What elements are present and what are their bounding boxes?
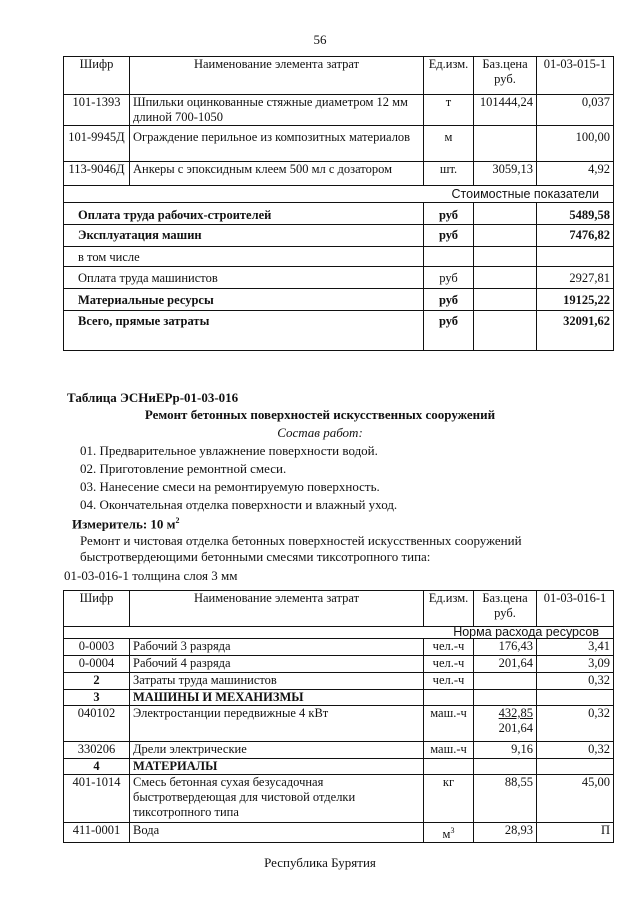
norm-label: Норма расхода ресурсов <box>64 627 614 639</box>
page-number: 56 <box>313 32 327 47</box>
row-unit: т <box>424 95 474 126</box>
summary-label: Всего, прямые затраты <box>64 311 424 351</box>
table-row <box>64 823 614 843</box>
work-item: 01. Предварительное увлажнение поверхности водой. <box>80 443 378 458</box>
summary-value: 7476,82 <box>537 225 614 247</box>
row-code: 401-1014 <box>64 775 130 823</box>
row-qty: 4,92 <box>537 162 614 186</box>
header-unit: Ед.изм. <box>424 57 474 95</box>
row-code: 0-0004 <box>64 656 130 673</box>
row-unit: чел.-ч <box>424 673 474 690</box>
summary-label: Материальные ресурсы <box>64 289 424 311</box>
row-name: Электростанции передвижные 4 кВт <box>130 706 424 742</box>
summary-row <box>64 247 614 267</box>
summary-row <box>64 311 614 351</box>
table-row <box>64 639 614 656</box>
summary-unit: руб <box>424 311 474 351</box>
table-row <box>64 706 614 742</box>
header-code: Шифр <box>64 591 130 627</box>
section-num: 4 <box>64 759 130 775</box>
row-code: 0-0003 <box>64 639 130 656</box>
table-row <box>64 162 614 186</box>
section-description: Ремонт и чистовая отделка бетонных поверхностей искусственных сооружений быстротвердеющими бетонными смесями тиксотропного типа: <box>80 533 522 564</box>
table-title: Таблица ЭСНиЕРр-01-03-016 <box>67 390 239 405</box>
row-unit: чел.-ч <box>424 639 474 656</box>
summary-label: Оплата труда машинистов <box>64 267 424 289</box>
row-name: Дрели электрические <box>130 742 424 759</box>
table-row <box>64 775 614 823</box>
table-row <box>64 742 614 759</box>
work-item: 02. Приготовление ремонтной смеси. <box>80 461 287 476</box>
summary-row <box>64 225 614 247</box>
row-price <box>474 673 537 690</box>
summary-value: 32091,62 <box>537 311 614 351</box>
row-qty: 0,037 <box>537 95 614 126</box>
row-qty: 100,00 <box>537 126 614 162</box>
measure-label: Измеритель: 10 м <box>72 516 176 532</box>
header-code: Шифр <box>64 57 130 95</box>
header-price: Баз.цена руб. <box>474 591 537 627</box>
table-row <box>64 95 614 126</box>
row-name: Вода <box>130 823 424 843</box>
row-name: Рабочий 3 разряда <box>130 639 424 656</box>
summary-value: 5489,58 <box>537 203 614 225</box>
section-row <box>64 690 614 706</box>
unit-text: м <box>442 827 451 842</box>
section-title: МАТЕРИАЛЫ <box>130 759 424 775</box>
header-unit: Ед.изм. <box>424 591 474 627</box>
summary-label: в том числе <box>64 247 424 267</box>
header-price: Баз.цена руб. <box>474 57 537 95</box>
work-item: 03. Нанесение смеси на ремонтируемую поверхность. <box>80 479 380 494</box>
section-title: МАШИНЫ И МЕХАНИЗМЫ <box>130 690 424 706</box>
rate-code-line: 01-03-016-1 толщина слоя 3 мм <box>64 568 238 583</box>
header-col-code: 01-03-016-1 <box>537 591 614 627</box>
row-unit: чел.-ч <box>424 656 474 673</box>
row-name: Анкеры с эпоксидным клеем 500 мл с дозатором <box>130 162 424 186</box>
summary-row <box>64 203 614 225</box>
header-name: Наименование элемента затрат <box>130 591 424 627</box>
header-col-code: 01-03-015-1 <box>537 57 614 95</box>
row-price <box>474 706 537 742</box>
row-name: Шпильки оцинкованные стяжные диаметром 12 мм длиной 700-1050 <box>130 95 424 126</box>
row-name: Затраты труда машинистов <box>130 673 424 690</box>
row-name: Рабочий 4 разряда <box>130 656 424 673</box>
summary-unit: руб <box>424 225 474 247</box>
table-row <box>64 126 614 162</box>
summary-unit: руб <box>424 267 474 289</box>
header-name: Наименование элемента затрат <box>130 57 424 95</box>
summary-value: 19125,22 <box>537 289 614 311</box>
price-line-2: 201,64 <box>498 721 533 735</box>
row-qty: 0,32 <box>537 673 614 690</box>
row-qty: 3,09 <box>537 656 614 673</box>
resource-table-2 <box>63 590 614 843</box>
table-row <box>64 656 614 673</box>
row-unit: маш.-ч <box>424 742 474 759</box>
row-price: 3059,13 <box>474 162 537 186</box>
table-row <box>64 673 614 690</box>
measure-sup: 2 <box>175 516 180 525</box>
row-price: 28,93 <box>474 823 537 843</box>
row-code: 2 <box>64 673 130 690</box>
row-price: 101444,24 <box>474 95 537 126</box>
row-price: 88,55 <box>474 775 537 823</box>
row-price: 9,16 <box>474 742 537 759</box>
summary-unit: руб <box>424 203 474 225</box>
cost-table-1 <box>63 56 614 351</box>
section-subtitle: Ремонт бетонных поверхностей искусственных сооружений <box>144 407 496 422</box>
summary-row <box>64 267 614 289</box>
row-unit: кг <box>424 775 474 823</box>
summary-label: Эксплуатация машин <box>64 225 424 247</box>
summary-label: Оплата труда рабочих-строителей <box>64 203 424 225</box>
row-qty: 0,32 <box>537 742 614 759</box>
row-name: Смесь бетонная сухая безусадочная быстротвердеющая для чистовой отделки тиксотропного типа <box>130 775 424 823</box>
row-price: 176,43 <box>474 639 537 656</box>
row-code: 113-9046Д <box>64 162 130 186</box>
row-unit: маш.-ч <box>424 706 474 742</box>
section-row <box>64 759 614 775</box>
row-name: Ограждение перильное из композитных материалов <box>130 126 424 162</box>
row-price <box>474 126 537 162</box>
row-code: 330206 <box>64 742 130 759</box>
row-qty: 45,00 <box>537 775 614 823</box>
summary-value: 2927,81 <box>537 267 614 289</box>
row-qty: 3,41 <box>537 639 614 656</box>
price-line-1: 432,85 <box>498 706 533 720</box>
measure-unit <box>72 516 180 532</box>
section-num: 3 <box>64 690 130 706</box>
row-code: 411-0001 <box>64 823 130 843</box>
row-unit: шт. <box>424 162 474 186</box>
work-item: 04. Окончательная отделка поверхности и влажный уход. <box>80 497 398 512</box>
summary-row <box>64 289 614 311</box>
row-code: 101-9945Д <box>64 126 130 162</box>
row-unit: м <box>424 126 474 162</box>
row-price: 201,64 <box>474 656 537 673</box>
summary-unit: руб <box>424 289 474 311</box>
row-code: 101-1393 <box>64 95 130 126</box>
row-qty: П <box>537 823 614 843</box>
footer-region: Республика Бурятия <box>264 855 376 870</box>
works-heading: Состав работ: <box>277 425 363 440</box>
row-unit <box>424 823 474 843</box>
unit-sup: 3 <box>450 826 455 835</box>
row-code: 040102 <box>64 706 130 742</box>
cost-indicators-label: Стоимостные показатели <box>64 186 614 203</box>
row-qty: 0,32 <box>537 706 614 742</box>
